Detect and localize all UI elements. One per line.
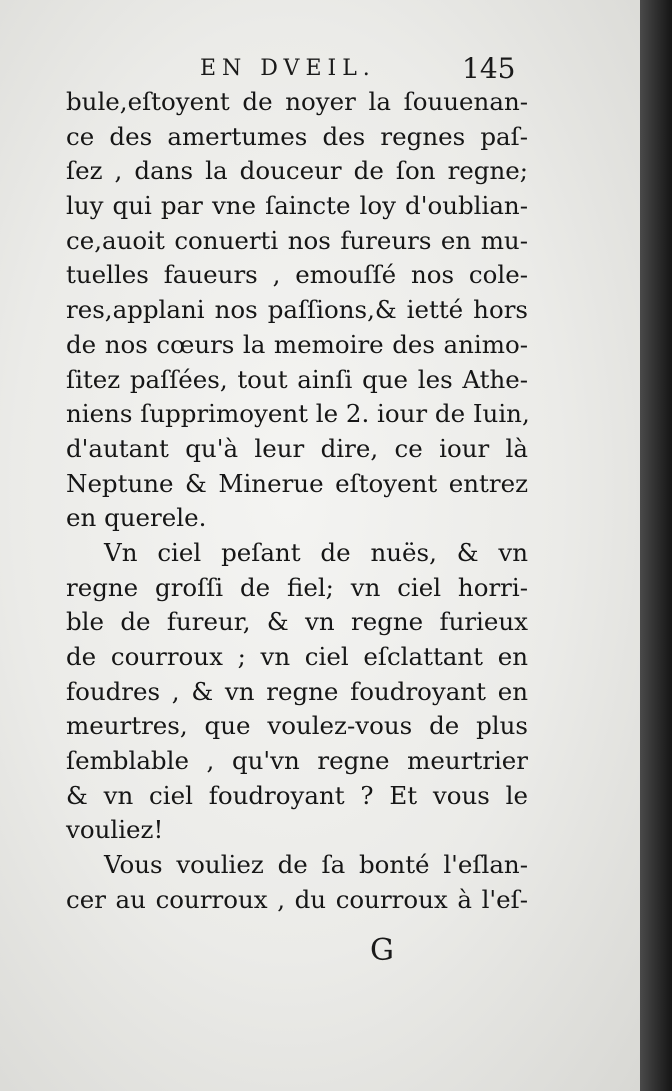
text-line: vouliez! — [66, 815, 164, 845]
text-line: Vn ciel peſant de nuës, & vn — [104, 537, 528, 567]
text-line: ſitez paſſées, tout ainſi que les Athe- — [66, 364, 528, 394]
text-line: ble de fureur, & vn regne furieux — [66, 607, 528, 637]
page-number: 145 — [462, 52, 516, 85]
paragraph — [66, 536, 528, 848]
text-line: res,applani nos paſſions,& ietté hors — [66, 295, 528, 325]
paragraph — [66, 848, 528, 917]
body-text — [66, 85, 528, 918]
text-line: d'autant qu'à leur dire, ce iour là — [66, 433, 528, 463]
running-head: EN DVEIL. — [200, 56, 376, 81]
text-line: Neptune & Minerue eſtoyent entrez — [66, 468, 528, 498]
text-line: ce des amertumes des regnes paſ- — [66, 121, 528, 151]
text-line: ce,auoit conuerti nos fureurs en mu- — [66, 225, 528, 255]
text-line: ſemblable , qu'vn regne meurtrier — [66, 746, 528, 776]
text-line: de nos cœurs la memoire des animo- — [66, 329, 528, 359]
text-line: bule,eſtoyent de noyer la ſouuenan- — [66, 87, 528, 116]
text-line: & vn ciel foudroyant ? Et vous le — [66, 780, 528, 810]
text-line: de courroux ; vn ciel eſclattant en — [66, 642, 528, 671]
text-line: meurtres, que voulez-vous de plus — [66, 711, 528, 741]
signature-mark: G — [370, 933, 394, 968]
text-line: Vous vouliez de ſa bonté l'eſlan- — [104, 850, 528, 880]
text-line: regne groſſi de fiel; vn ciel horri- — [66, 572, 528, 602]
text-line: en querele. — [66, 503, 207, 533]
binding-gutter — [640, 0, 672, 1091]
text-line: foudres , & vn regne foudroyant en — [66, 676, 528, 706]
text-line: ſez , dans la douceur de ſon regne; — [66, 156, 528, 186]
text-line: cer au courroux , du courroux à l'eſ- — [66, 884, 528, 914]
text-line: luy qui par vne ſaincte loy d'oublian- — [66, 191, 528, 221]
text-line: niens ſupprimoyent le 2. iour de Iuin, — [66, 399, 530, 429]
text-line: tuelles faueurs , emouſſé nos cole- — [66, 260, 528, 290]
paragraph — [66, 85, 528, 536]
